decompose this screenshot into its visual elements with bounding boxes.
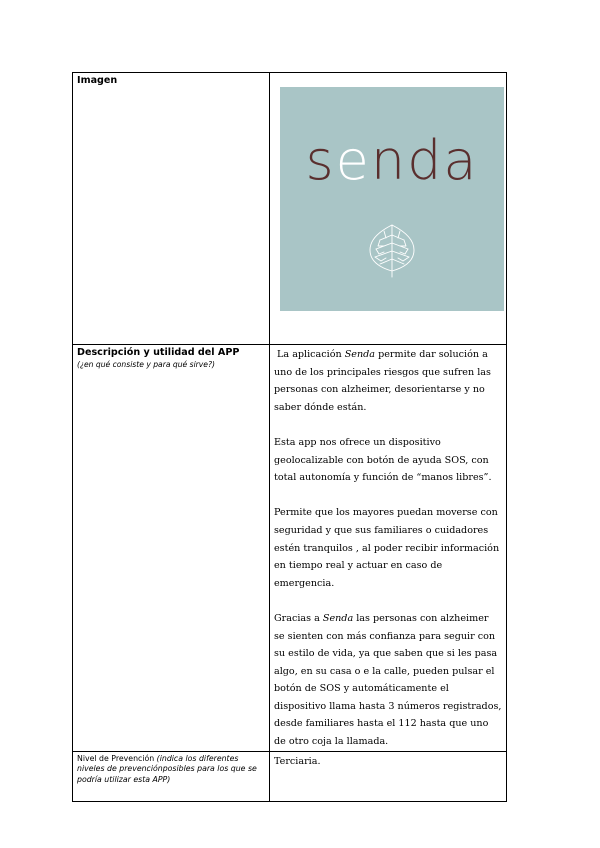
descripcion-label: Descripción y utilidad del APP [77, 347, 240, 358]
table-row-nivel [73, 751, 507, 801]
imagen-cell [270, 73, 507, 345]
nivel-value: Terciaria. [274, 755, 321, 767]
table-row-descripcion [73, 345, 507, 752]
app-info-table [72, 72, 507, 802]
descripcion-paragraph-2: Esta app nos ofrece un dispositivo geolocalizable con botón de ayuda SOS, con total autonomía y función de “manos libres”. [274, 436, 492, 484]
descripcion-paragraph-1: La aplicación Senda permite dar solución a uno de los principales riesgos que sufren las personas con alzheimer, desorientarse y no saber dónde están. [274, 349, 491, 413]
descripcion-text [274, 346, 502, 751]
nivel-label-cell [73, 751, 270, 801]
descripcion-label-cell [73, 345, 270, 752]
table-row-imagen [73, 73, 507, 345]
descripcion-paragraph-4: Gracias a Senda las personas con alzheimer se sienten con más confianza para seguir con su estilo de vida, ya que saben que si les pasa algo, en su casa o e la calle, pueden pulsar el botón de SOS y automáticamente el dispositivo llama hasta 3 números registrados, desde familiares hasta el 112 hasta que uno de otro coja la llamada. [274, 612, 502, 748]
descripcion-cell [270, 345, 507, 752]
imagen-label: Imagen [77, 75, 118, 86]
nivel-label: Nivel de Prevención (indica los diferentes niveles de prevenciónposibles para los que se podría utilizar esta APP) [77, 753, 257, 784]
leaf-icon [362, 221, 422, 279]
senda-logo [280, 87, 504, 311]
descripcion-sublabel: (¿en qué consiste y para qué sirve?) [77, 360, 215, 369]
imagen-label-cell [73, 73, 270, 345]
senda-logo-wordmark: senda [305, 129, 479, 192]
nivel-cell [270, 751, 507, 801]
descripcion-paragraph-3: Permite que los mayores puedan moverse con seguridad y que sus familiares o cuidadores estén tranquilos , al poder recibir información en tiempo real y actuar en caso de emergencia. [274, 507, 500, 589]
